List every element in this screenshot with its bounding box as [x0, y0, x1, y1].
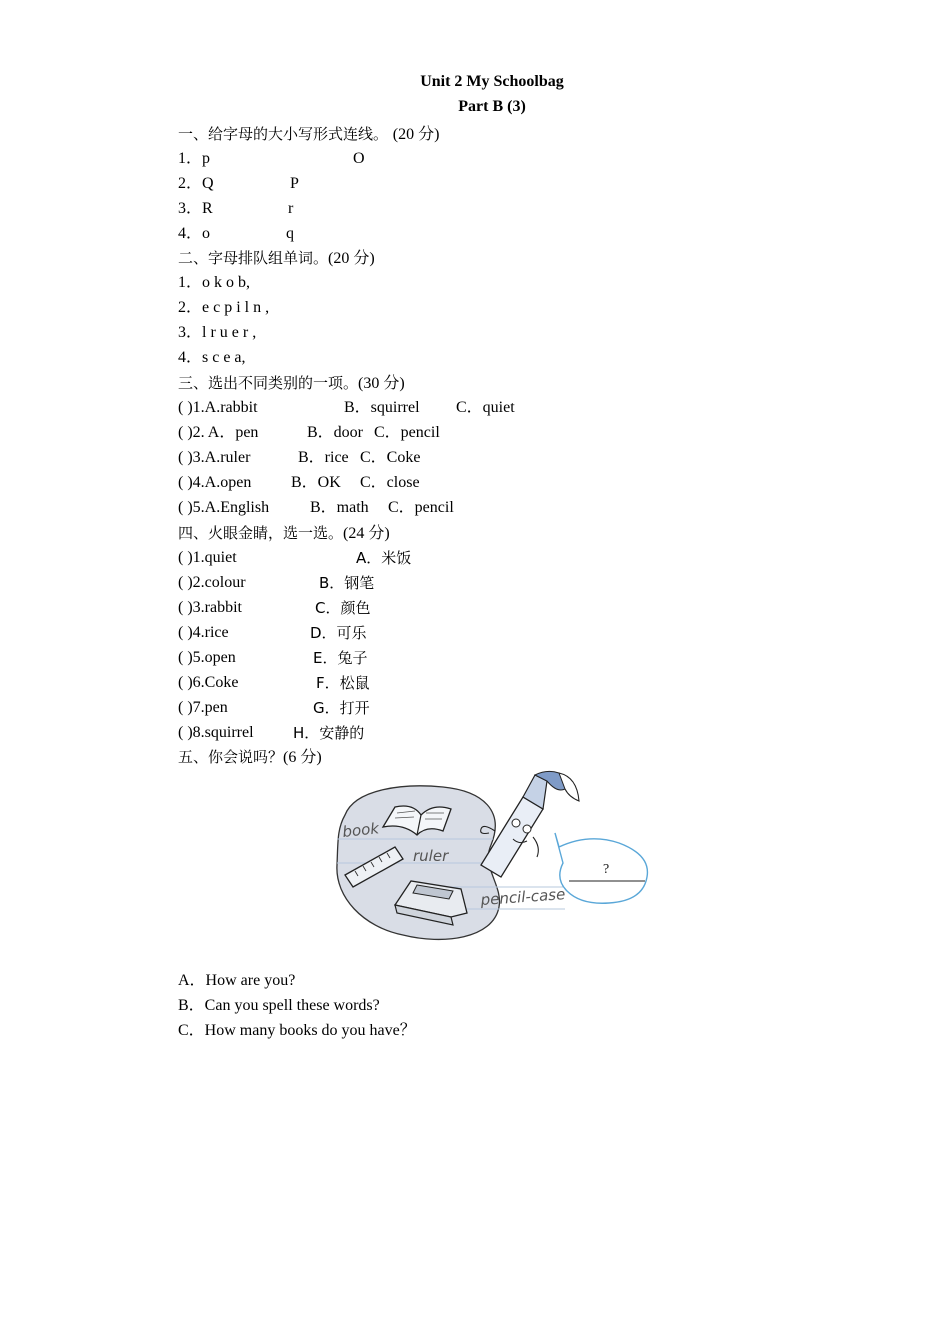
ruler-label: ruler [413, 847, 449, 865]
section3-option-b: B．OK [291, 474, 341, 491]
section1-row: 2．Q [178, 175, 214, 192]
section4-question: ( )2.colour [178, 574, 246, 591]
section1-row: 3．R [178, 200, 213, 217]
section5-option: A．How are you? [178, 972, 296, 989]
section3-option-b: B．rice [298, 449, 349, 466]
section1-score: (20 分) [392, 126, 440, 143]
section3-option-c: C．quiet [456, 399, 515, 416]
section4-question: ( )6.Coke [178, 674, 239, 691]
section1-title: 一、给字母的大小写形式连线。 [178, 125, 389, 143]
section5-title: 五、你会说吗？ [178, 748, 284, 766]
section4-question: ( )4.rice [178, 624, 229, 641]
section4-title: 四、火眼金睛，选一选。 [178, 524, 344, 542]
section3-option-c: C．Coke [360, 449, 421, 466]
section4-question: ( )3.rabbit [178, 599, 242, 616]
section4-question: ( )5.open [178, 649, 236, 666]
speech-bubble [555, 833, 647, 903]
section1-right: P [290, 175, 299, 192]
section4-option: A．米饭 [356, 549, 412, 567]
section3-score: (30 分) [358, 375, 405, 392]
section4-option: H．安静的 [293, 724, 365, 742]
section2-item: 1．o k o b, [178, 274, 251, 291]
school-supplies-illustration [333, 767, 651, 945]
section3-title: 三、选出不同类别的一项。 [178, 374, 359, 392]
section4-option: B．钢笔 [319, 574, 375, 592]
section3-question: ( )5.A.English [178, 499, 270, 516]
section1-right: O [353, 150, 365, 167]
section3-option-b: B．door [307, 424, 364, 441]
section3-option-c: C．pencil [388, 499, 454, 516]
pencil-case-label: pencil-case [480, 885, 566, 909]
section5-score: (6 分) [283, 749, 322, 766]
section4-option: C．颜色 [315, 599, 371, 617]
section5-option: B．Can you spell these words? [178, 997, 380, 1014]
section4-score: (24 分) [343, 525, 390, 542]
section4-heading [178, 522, 390, 544]
question-mark: ? [603, 862, 610, 877]
section3-option-c: C．close [360, 474, 420, 491]
section4-option: F．松鼠 [316, 674, 370, 692]
section2-item: 4．s c e a, [178, 349, 246, 366]
section4-option: G．打开 [313, 699, 370, 717]
section2-score: (20 分) [328, 250, 375, 267]
section3-question: ( )1.A.rabbit [178, 399, 258, 416]
section3-heading [178, 372, 405, 394]
section5-option: C．How many books do you have？ [178, 1022, 416, 1039]
page-title: Unit 2 My Schoolbag [420, 73, 564, 90]
section2-item: 3．l r u e r , [178, 324, 257, 341]
section3-option-b: B．math [310, 499, 369, 516]
section1-right: q [286, 225, 294, 242]
section3-option-b: B．squirrel [344, 399, 420, 416]
section4-question: ( )1.quiet [178, 549, 237, 566]
section2-heading [178, 247, 375, 269]
section3-question: ( )4.A.open [178, 474, 252, 491]
section2-item: 2．e c p i l n , [178, 299, 270, 316]
section3-question: ( )3.A.ruler [178, 449, 251, 466]
section1-row: 1．p [178, 150, 211, 167]
section4-option: E．兔子 [313, 649, 368, 667]
section3-option-c: C．pencil [374, 424, 440, 441]
section1-row: 4．o [178, 225, 211, 242]
section4-question: ( )8.squirrel [178, 724, 254, 741]
section3-question: ( )2. A．pen [178, 424, 259, 441]
section2-title: 二、字母排队组单词。 [178, 249, 329, 267]
section4-question: ( )7.pen [178, 699, 228, 716]
book-label: book [341, 819, 380, 841]
section4-option: D．可乐 [310, 624, 367, 642]
section5-heading [178, 746, 322, 768]
page-subtitle: Part B (3) [458, 98, 526, 115]
section1-right: r [288, 200, 294, 217]
section1-heading [178, 123, 439, 145]
